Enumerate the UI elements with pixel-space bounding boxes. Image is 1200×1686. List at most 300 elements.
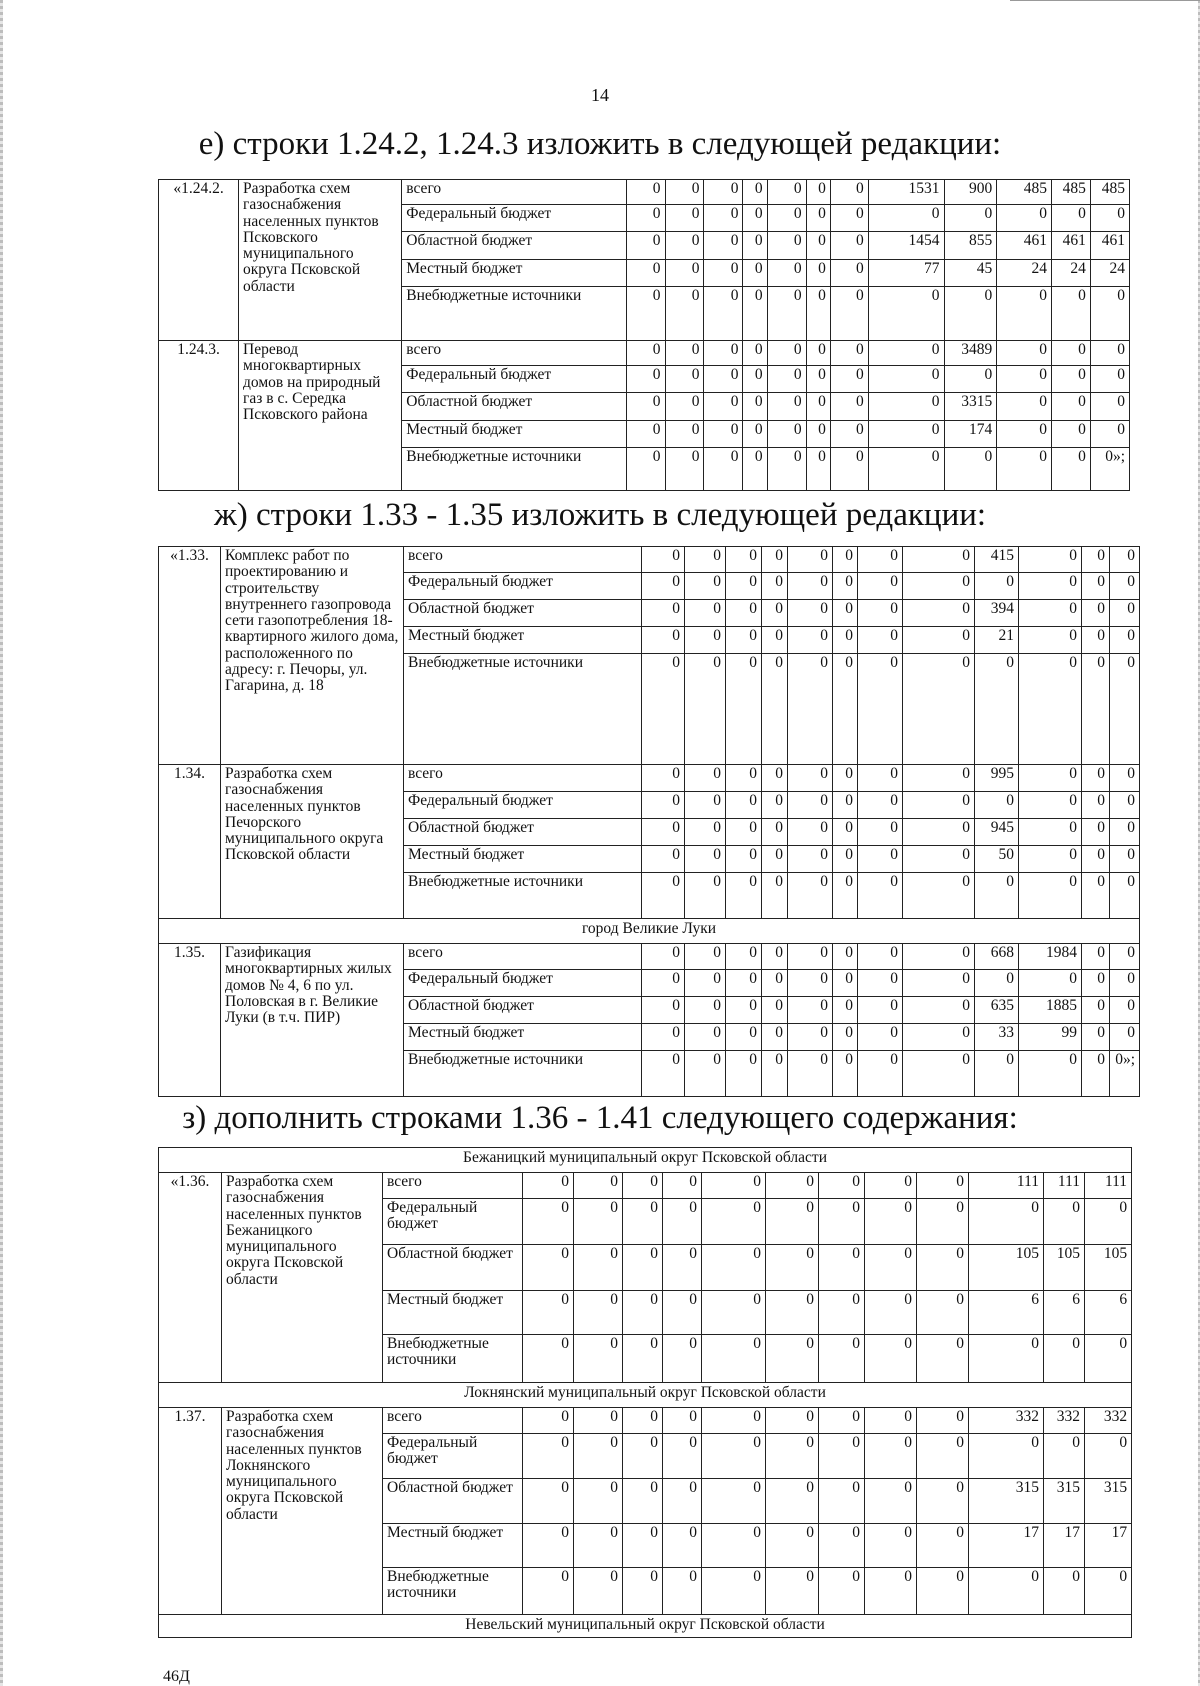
value-cell: 0 [833,600,858,627]
value-cell: 0 [975,873,1019,919]
value-cell: 0 [858,997,903,1024]
value-cell: 0 [726,627,762,654]
value-cell: 0 [830,287,868,341]
value-cell: 0 [574,1199,623,1245]
value-cell: 17 [969,1524,1044,1568]
row-name: Газификация многоквартирных жилых домов № 4, 6 по ул. Половская в г. Великие Луки (в т.ч. ПИР) [221,944,404,1097]
value-cell: 50 [975,846,1019,873]
value-cell: 0 [702,1335,766,1383]
table-row [159,1408,1132,1434]
value-cell: 0 [1110,654,1140,765]
value-cell: 0 [702,1245,766,1291]
funding-source: всего [383,1173,523,1199]
value-cell: 0 [766,1524,819,1568]
value-cell: 0 [704,260,743,287]
value-cell: 0 [833,819,858,846]
value-cell: 0 [642,1024,685,1051]
value-cell: 0 [767,421,806,448]
value-cell: 0 [762,873,788,919]
value-cell: 0 [1082,944,1110,970]
value-cell: 415 [975,547,1019,573]
funding-source: Областной бюджет [404,600,642,627]
funding-source: Федеральный бюджет [383,1199,523,1245]
value-cell: 0 [865,1335,917,1383]
value-cell: 0 [642,944,685,970]
value-cell: 0 [762,1051,788,1097]
value-cell: 0 [762,654,788,765]
value-cell: 1885 [1019,997,1082,1024]
value-cell: 0 [1082,997,1110,1024]
row-code: 1.35. [159,944,221,1097]
value-cell: 0 [685,627,726,654]
value-cell: 0 [743,205,767,232]
funding-source: Областной бюджет [383,1479,523,1524]
value-cell: 0 [726,819,762,846]
value-cell: 0 [788,970,833,997]
row-name: Комплекс работ по проектированию и строительству внутреннего газопровода сети газопотребления 18-квартирного жилого дома, расположенного по адресу: г. Печоры, ул. Гагарина, д. 18 [221,547,404,765]
value-cell: 0 [665,421,704,448]
value-cell: 0 [702,1434,766,1479]
value-cell: 0 [1085,1568,1132,1615]
value-cell: 855 [944,232,997,260]
value-cell: 0 [903,944,975,970]
value-cell: 0 [1090,341,1129,366]
value-cell: 6 [1085,1291,1132,1335]
value-cell: 0 [1051,287,1090,341]
value-cell: 0 [1082,792,1110,819]
value-cell: 0 [743,180,767,205]
value-cell: 0 [865,1291,917,1335]
value-cell: 0 [766,1173,819,1199]
value-cell: 0 [743,448,767,491]
value-cell: 0 [1019,600,1082,627]
value-cell: 0 [665,366,704,393]
value-cell: 0 [903,573,975,600]
value-cell: 0 [766,1199,819,1245]
value-cell: 0 [865,1568,917,1615]
value-cell: 315 [969,1479,1044,1524]
value-cell: 0 [833,944,858,970]
funding-source: Местный бюджет [402,260,626,287]
value-cell: 0 [642,873,685,919]
value-cell: 0 [868,448,944,491]
funding-source: Федеральный бюджет [383,1434,523,1479]
value-cell: 0 [830,421,868,448]
value-cell: 0 [743,260,767,287]
value-cell: 6 [969,1291,1044,1335]
value-cell: 0 [626,341,665,366]
value-cell: 0 [833,873,858,919]
table-row [159,180,1130,205]
value-cell: 0 [1082,765,1110,792]
value-cell: 1531 [868,180,944,205]
value-cell: 0 [865,1524,917,1568]
value-cell: 0 [806,205,830,232]
funding-source: Областной бюджет [404,819,642,846]
funding-source: Местный бюджет [402,421,626,448]
funding-source: всего [402,341,626,366]
value-cell: 0 [858,547,903,573]
value-cell: 0 [1051,448,1090,491]
value-cell: 24 [1051,260,1090,287]
value-cell: 0 [663,1173,702,1199]
row-name: Разработка схем газоснабжения населенных пунктов Печорского муниципального округа Псковской области [221,765,404,919]
value-cell: 0 [806,287,830,341]
value-cell: 0 [626,287,665,341]
value-cell: 0 [1044,1434,1085,1479]
value-cell: 0 [766,1335,819,1383]
value-cell: 0 [623,1173,663,1199]
value-cell: 0 [767,448,806,491]
value-cell: 0 [975,1051,1019,1097]
value-cell: 0 [868,421,944,448]
value-cell: 0 [685,792,726,819]
page-number: 14 [591,85,609,105]
section-row [159,1383,1132,1408]
funding-source: Федеральный бюджет [404,792,642,819]
value-cell: 0 [1085,1434,1132,1479]
value-cell: 0 [626,180,665,205]
value-cell: 0 [903,997,975,1024]
value-cell: 0 [726,970,762,997]
value-cell: 0 [702,1199,766,1245]
value-cell: 0 [1110,627,1140,654]
value-cell: 0 [997,421,1052,448]
value-cell: 0 [1051,205,1090,232]
value-cell: 0 [975,573,1019,600]
value-cell: 111 [1085,1173,1132,1199]
funding-source: Областной бюджет [402,232,626,260]
value-cell: 0 [833,547,858,573]
value-cell: 0 [975,970,1019,997]
funding-source: Внебюджетные источники [383,1335,523,1383]
value-cell: 0 [767,205,806,232]
value-cell: 0 [726,997,762,1024]
value-cell: 0 [997,366,1052,393]
value-cell: 0 [819,1408,865,1434]
value-cell: 0 [1019,765,1082,792]
value-cell: 0 [665,180,704,205]
value-cell: 485 [1051,180,1090,205]
value-cell: 0 [1019,573,1082,600]
section-row [159,919,1140,944]
value-cell: 111 [969,1173,1044,1199]
value-cell: 635 [975,997,1019,1024]
funding-source: Местный бюджет [383,1291,523,1335]
value-cell: 0 [833,627,858,654]
funding-source: Федеральный бюджет [404,573,642,600]
funding-source: Внебюджетные источники [402,287,626,341]
value-cell: 0 [685,600,726,627]
scan-corner-line [1010,0,1200,1]
value-cell: 0 [917,1434,969,1479]
value-cell: 0 [1110,873,1140,919]
value-cell: 0 [1051,341,1090,366]
row-code: 1.37. [159,1408,222,1615]
value-cell: 33 [975,1024,1019,1051]
value-cell: 0 [623,1568,663,1615]
value-cell: 105 [969,1245,1044,1291]
funding-source: Федеральный бюджет [402,366,626,393]
value-cell: 0 [626,393,665,421]
value-cell: 0 [1082,873,1110,919]
value-cell: 0 [623,1335,663,1383]
value-cell: 0 [819,1479,865,1524]
value-cell: 0 [766,1568,819,1615]
value-cell: 0 [1044,1335,1085,1383]
section-label: город Великие Луки [159,919,1140,944]
value-cell: 0 [623,1524,663,1568]
value-cell: 0 [574,1568,623,1615]
value-cell: 0 [903,1051,975,1097]
value-cell: 45 [944,260,997,287]
section-row [159,1148,1132,1173]
value-cell: 0 [858,873,903,919]
value-cell: 0 [1090,366,1129,393]
value-cell: 0 [767,287,806,341]
value-cell: 0 [788,654,833,765]
value-cell: 0 [868,366,944,393]
table-row [159,765,1140,792]
value-cell: 0 [975,654,1019,765]
value-cell: 0 [766,1479,819,1524]
value-cell: 0 [858,600,903,627]
value-cell: 105 [1085,1245,1132,1291]
value-cell: 485 [1090,180,1129,205]
value-cell: 0 [788,944,833,970]
value-cell: 0 [574,1291,623,1335]
value-cell: 0 [969,1199,1044,1245]
value-cell: 0 [1110,846,1140,873]
value-cell: 77 [868,260,944,287]
value-cell: 0 [858,765,903,792]
value-cell: 0 [642,573,685,600]
row-code: «1.36. [159,1173,222,1383]
value-cell: 0 [865,1408,917,1434]
value-cell: 0 [743,366,767,393]
row-name: Разработка схем газоснабжения населенных пунктов Локнянского муниципального округа Псковской области [222,1408,383,1615]
value-cell: 0 [704,393,743,421]
funding-source: всего [402,180,626,205]
value-cell: 0 [626,260,665,287]
value-cell: 0 [665,448,704,491]
value-cell: 0 [726,846,762,873]
value-cell: 0 [1082,1051,1110,1097]
value-cell: 315 [1044,1479,1085,1524]
value-cell: 0 [1085,1335,1132,1383]
value-cell: 0 [997,393,1052,421]
value-cell: 0 [865,1173,917,1199]
value-cell: 0 [830,232,868,260]
value-cell: 0 [830,180,868,205]
value-cell: 0 [858,944,903,970]
value-cell: 0 [1082,573,1110,600]
value-cell: 0 [685,819,726,846]
value-cell: 0 [833,997,858,1024]
value-cell: 0 [1085,1199,1132,1245]
row-name: Разработка схем газоснабжения населенных пунктов Бежаницкого муниципального округа Псковской области [222,1173,383,1383]
funding-source: Местный бюджет [404,846,642,873]
value-cell: 0 [663,1479,702,1524]
value-cell: 0 [762,1024,788,1051]
value-cell: 0 [1051,421,1090,448]
value-cell: 0 [665,287,704,341]
value-cell: 0 [574,1245,623,1291]
value-cell: 0 [858,846,903,873]
funding-source: Местный бюджет [404,627,642,654]
funding-source: Внебюджетные источники [404,1051,642,1097]
value-cell: 0 [762,573,788,600]
value-cell: 0 [642,765,685,792]
value-cell: 461 [997,232,1052,260]
funding-source: Областной бюджет [402,393,626,421]
value-cell: 0 [685,970,726,997]
value-cell: 0 [788,1051,833,1097]
value-cell: 461 [1090,232,1129,260]
value-cell: 0 [819,1245,865,1291]
value-cell: 0 [1090,287,1129,341]
value-cell: 0 [865,1199,917,1245]
value-cell: 3315 [944,393,997,421]
value-cell: 0 [806,448,830,491]
value-cell: 0 [626,421,665,448]
value-cell: 24 [1090,260,1129,287]
value-cell: 945 [975,819,1019,846]
table-row [159,547,1140,573]
table-row [159,944,1140,970]
value-cell: 17 [1085,1524,1132,1568]
value-cell: 0 [704,341,743,366]
section-heading-e: е) строки 1.24.2, 1.24.3 изложить в следующей редакции: [198,126,1002,162]
value-cell: 0 [702,1408,766,1434]
value-cell: 0 [726,792,762,819]
value-cell: 0 [917,1568,969,1615]
value-cell: 0 [623,1291,663,1335]
value-cell: 0 [830,366,868,393]
value-cell: 0 [975,792,1019,819]
value-cell: 0 [830,393,868,421]
value-cell: 0 [762,846,788,873]
value-cell: 0 [523,1173,574,1199]
value-cell: 0 [917,1479,969,1524]
value-cell: 0 [523,1245,574,1291]
value-cell: 0 [762,600,788,627]
value-cell: 0 [623,1479,663,1524]
table-1-24 [158,179,1130,491]
value-cell: 0 [858,654,903,765]
value-cell: 0 [726,654,762,765]
value-cell: 0 [626,205,665,232]
value-cell: 174 [944,421,997,448]
row-name: Перевод многоквартирных домов на природный газ в с. Середка Псковского района [239,341,402,491]
value-cell: 0 [523,1479,574,1524]
value-cell: 0 [704,232,743,260]
value-cell: 0 [704,421,743,448]
value-cell: 0 [762,792,788,819]
value-cell: 0 [663,1199,702,1245]
value-cell: 0 [997,287,1052,341]
value-cell: 0 [663,1568,702,1615]
value-cell: 0 [626,232,665,260]
value-cell: 0 [642,1051,685,1097]
value-cell: 0 [1090,421,1129,448]
value-cell: 900 [944,180,997,205]
scan-edge-left [0,0,3,1686]
value-cell: 394 [975,600,1019,627]
value-cell: 0 [663,1291,702,1335]
value-cell: 0 [665,205,704,232]
value-cell: 21 [975,627,1019,654]
value-cell: 0 [819,1173,865,1199]
value-cell: 0 [1019,654,1082,765]
value-cell: 995 [975,765,1019,792]
value-cell: 0 [858,627,903,654]
value-cell: 0 [1110,765,1140,792]
value-cell: 0 [917,1291,969,1335]
value-cell: 0 [523,1199,574,1245]
value-cell: 0 [833,1024,858,1051]
value-cell: 0 [833,846,858,873]
value-cell: 0 [642,819,685,846]
value-cell: 0 [1082,1024,1110,1051]
value-cell: 0 [663,1408,702,1434]
value-cell: 0»; [1110,1051,1140,1097]
value-cell: 0 [868,393,944,421]
value-cell: 1984 [1019,944,1082,970]
funding-source: Областной бюджет [404,997,642,1024]
value-cell: 0 [685,573,726,600]
value-cell: 0 [523,1524,574,1568]
value-cell: 0 [685,1051,726,1097]
value-cell: 0 [944,448,997,491]
value-cell: 0 [523,1408,574,1434]
value-cell: 0 [663,1524,702,1568]
value-cell: 0 [762,627,788,654]
value-cell: 0 [788,573,833,600]
table-1-33-1-35 [158,546,1140,1097]
value-cell: 0 [1082,846,1110,873]
value-cell: 0 [642,654,685,765]
value-cell: 0 [642,846,685,873]
value-cell: 0 [623,1199,663,1245]
value-cell: 105 [1044,1245,1085,1291]
value-cell: 0 [865,1245,917,1291]
funding-source: Местный бюджет [404,1024,642,1051]
value-cell: 0 [969,1568,1044,1615]
value-cell: 0 [665,341,704,366]
value-cell: 0 [833,792,858,819]
value-cell: 0 [788,873,833,919]
value-cell: 0 [969,1434,1044,1479]
value-cell: 0 [702,1524,766,1568]
value-cell: 0 [685,997,726,1024]
value-cell: 0 [726,547,762,573]
value-cell: 0 [523,1568,574,1615]
value-cell: 0 [997,205,1052,232]
value-cell: 0 [1110,944,1140,970]
value-cell: 0 [767,393,806,421]
value-cell: 0 [574,1524,623,1568]
value-cell: 0 [726,600,762,627]
value-cell: 0 [702,1173,766,1199]
value-cell: 0 [704,366,743,393]
value-cell: 0 [806,393,830,421]
value-cell: 0 [1110,600,1140,627]
value-cell: 0 [1019,1051,1082,1097]
value-cell: 111 [1044,1173,1085,1199]
value-cell: 0 [767,232,806,260]
value-cell: 0 [685,1024,726,1051]
